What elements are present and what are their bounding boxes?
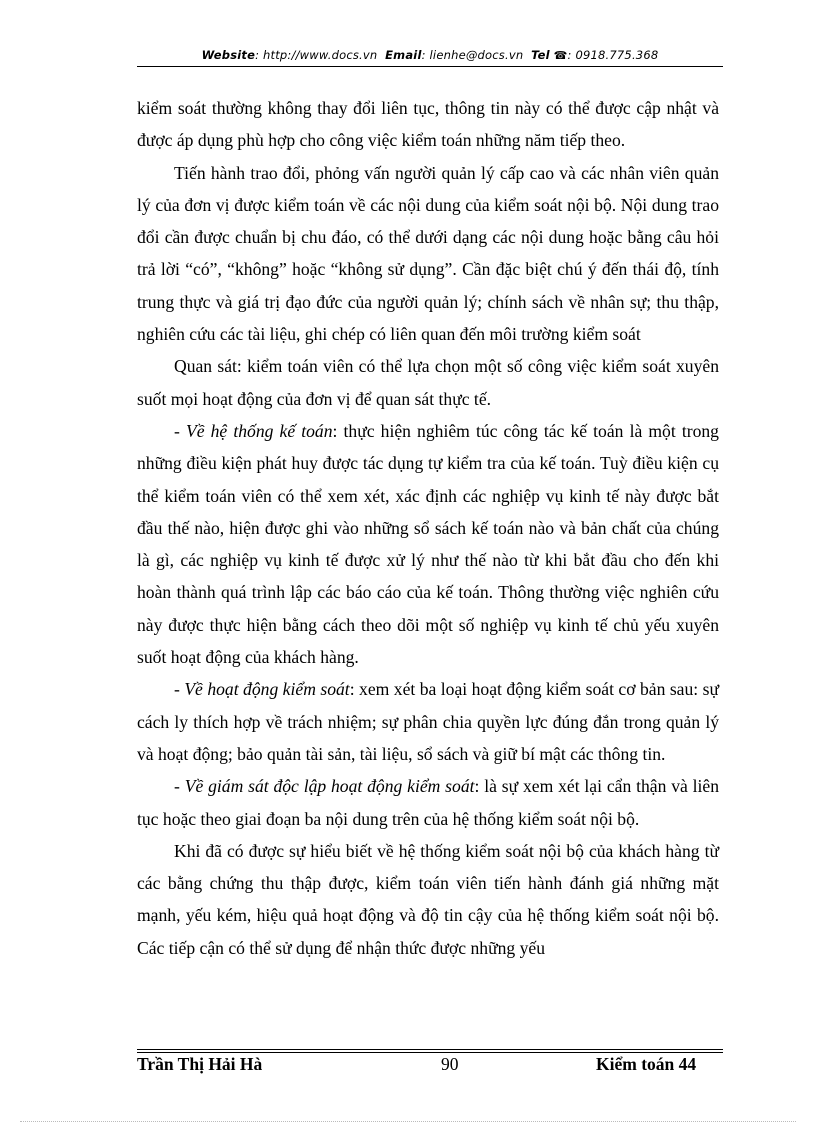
tel-label: Tel: [531, 48, 550, 62]
phone-icon: ☎: [553, 49, 568, 62]
tel-value: : 0918.775.368: [567, 48, 659, 62]
page-edge: [20, 1121, 796, 1122]
paragraph-text: : xem xét ba loại hoạt động kiểm soát cơ bản sau: sự cách ly thích hợp về trách nhiệm; sự phân chia quyền lực đúng đắn trong quản lý và hoạt động; bảo quản tài sản, tài liệu, sổ sách và giữ bí mật các thông tin.: [137, 679, 719, 764]
paragraph-text: kiểm soát thường không thay đổi liên tục, thông tin này có thể được cập nhật và được áp dụng phù hợp cho công việc kiểm toán những năm tiếp theo.: [137, 98, 719, 151]
bullet-paragraph: [137, 673, 719, 770]
paragraph-text: : là sự xem xét lại cẩn thận và liên tục hoặc theo giai đoạn ba nội dung trên của hệ thống kiểm soát nội bộ.: [137, 776, 720, 829]
footer-course: Kiểm toán 44: [596, 1054, 697, 1074]
footer-page-number: 90: [441, 1054, 459, 1074]
footer-author: Trần Thị Hải Hà: [137, 1054, 263, 1074]
document-body: [137, 92, 719, 964]
bullet-paragraph: [137, 415, 719, 673]
website-label: Website: [201, 48, 256, 62]
paragraph-text: Tiến hành trao đổi, phỏng vấn người quản lý cấp cao và các nhân viên quản lý của đơn vị được kiểm toán về các nội dung của kiểm soát nội bộ. Nội dung trao đổi cần được chuẩn bị chu đáo, có thể dưới dạng các nội dung hoặc bằng câu hỏi trả lời “có”, “không” hoặc “không sử dụng”. Cần đặc biệt chú ý đến thái độ, tính trung thực và giá trị đạo đức của người quản lý; chính sách về nhân sự; thu thập, nghiên cứu các tài liệu, ghi chép có liên quan đến môi trường kiểm soát: [137, 162, 719, 345]
bullet-heading: Về hoạt động kiểm soát: [184, 679, 350, 700]
footer-rule-top: [137, 1049, 723, 1050]
bullet-heading: Về hệ thống kế toán: [185, 420, 333, 441]
bullet-prefix: -: [174, 776, 185, 797]
page-header: [137, 48, 723, 62]
bullet-prefix: -: [174, 679, 185, 700]
paragraph: [137, 92, 719, 157]
bullet-paragraph: [137, 770, 719, 835]
header-rule: [137, 66, 723, 67]
email-label: Email: [385, 48, 422, 62]
paragraph-text: Khi đã có được sự hiểu biết về hệ thống kiểm soát nội bộ của khách hàng từ các bằng chứng thu thập được, kiểm toán viên tiến hành đánh giá những mặt mạnh, yếu kém, hiệu quả hoạt động và độ tin cậy của hệ thống kiểm soát nội bộ. Các tiếp cận có thể sử dụng để nhận thức được những yếu: [137, 840, 719, 958]
bullet-heading: Về giám sát độc lập hoạt động kiểm soát: [184, 776, 475, 797]
email-value: : lienhe@docs.vn: [421, 48, 524, 62]
paragraph-text: Quan sát: kiểm toán viên có thể lựa chọn một số công việc kiểm soát xuyên suốt mọi hoạt động của đơn vị để quan sát thực tế.: [137, 356, 719, 409]
paragraph: [137, 350, 719, 415]
paragraph: [137, 157, 719, 351]
paragraph-text: : thực hiện nghiêm túc công tác kế toán là một trong những điều kiện phát huy được tác dụng tự kiểm tra của kế toán. Tuỳ điều kiện cụ thể kiểm toán viên có thể xem xét, xác định các nghiệp vụ kinh tế này được bắt đầu thế nào, hiện được ghi vào những sổ sách kế toán nào và bản chất của chúng là gì, các nghiệp vụ kinh tế được xử lý như thế nào từ khi bắt đầu cho đến khi hoàn thành quá trình lập các báo cáo của kế toán. Thông thường việc nghiên cứu này được thực hiện bằng cách theo dõi một số nghiệp vụ kinh tế chủ yếu xuyên suốt hoạt động của khách hàng.: [137, 420, 719, 668]
footer-rule-bottom: [137, 1052, 723, 1053]
website-value: : http://www.docs.vn: [255, 48, 378, 62]
paragraph: [137, 835, 719, 964]
bullet-prefix: -: [174, 420, 186, 441]
